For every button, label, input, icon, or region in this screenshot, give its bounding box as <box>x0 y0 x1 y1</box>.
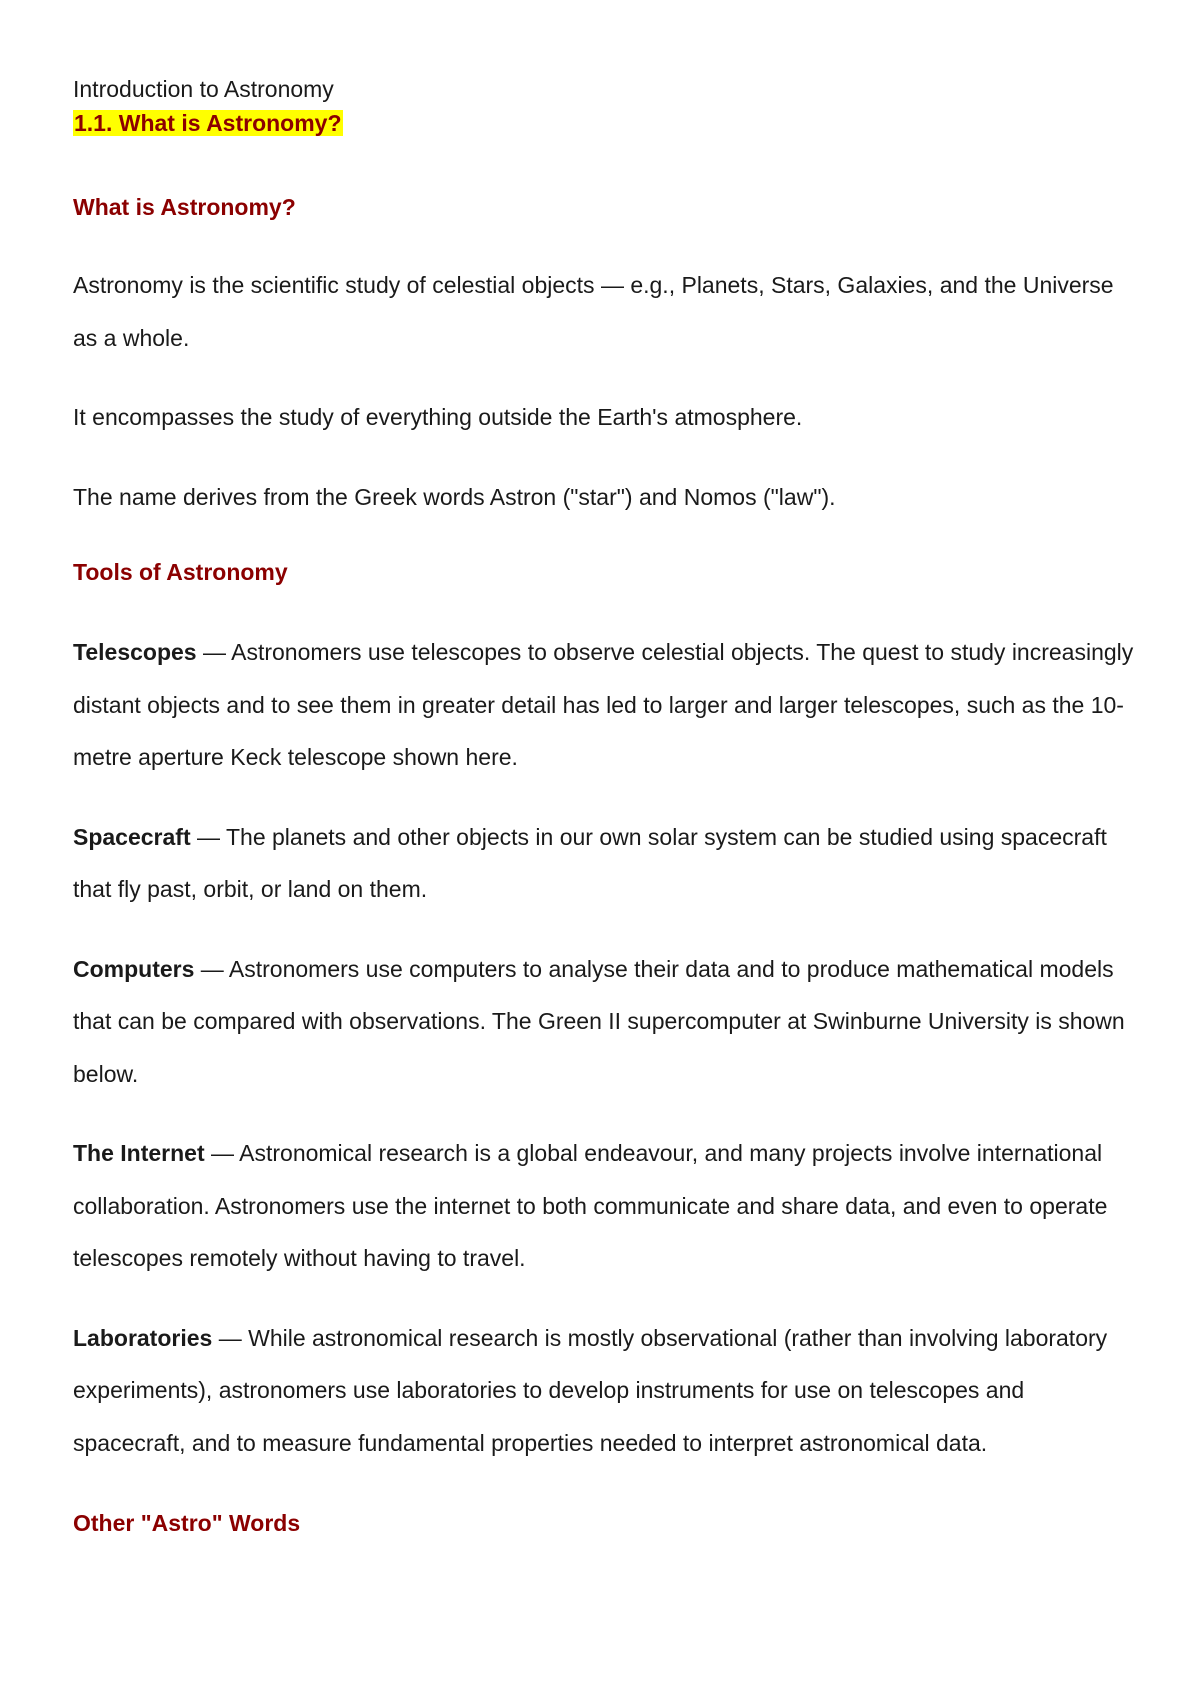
document-page <box>73 72 1143 1540</box>
tool-item-internet <box>73 1127 1143 1285</box>
document-title: Introduction to Astronomy <box>73 76 334 102</box>
paragraph-definition: Astronomy is the scientific study of celestial objects — e.g., Planets, Stars, Galaxies, and the Universe as a whole. <box>73 272 1114 351</box>
section-heading-tools: Tools of Astronomy <box>73 559 288 585</box>
tool-item-computers <box>73 943 1143 1101</box>
tool-term: The Internet <box>73 1140 205 1166</box>
tool-description: — Astronomers use computers to analyse their data and to produce mathematical models that can be compared with observations. The Green II supercomputer at Swinburne University is shown below. <box>73 955 1125 1087</box>
paragraph-etymology: The name derives from the Greek words Astron ("star") and Nomos ("law"). <box>73 483 836 510</box>
tool-item-laboratories <box>73 1312 1143 1470</box>
tool-term: Laboratories <box>73 1324 213 1351</box>
tool-item-spacecraft <box>73 811 1143 916</box>
subtitle-line <box>73 106 1143 144</box>
tool-term: Spacecraft <box>73 823 191 850</box>
tool-description: — Astronomical research is a global endeavour, and many projects involve international collaboration. Astronomers use the internet to both communicate and share data, and even to operate telescopes remotely without having to travel. <box>73 1140 1108 1271</box>
tool-term: Telescopes <box>73 639 197 665</box>
tool-item-telescopes <box>73 626 1143 784</box>
highlighted-subtitle: 1.1. What is Astronomy? <box>74 110 342 136</box>
tool-description: — Astronomers use telescopes to observe celestial objects. The quest to study increasingly distant objects and to see them in greater detail has led to larger and larger telescopes, such as the 10-metre aperture Keck telescope shown here. <box>73 639 1134 770</box>
tool-description: — While astronomical research is mostly observational (rather than involving laboratory experiments), astronomers use laboratories to develop instruments for use on telescopes and spacecraft, and to measure fundamental properties needed to interpret astronomical data. <box>73 1324 1108 1456</box>
tool-term: Computers <box>73 955 195 982</box>
paragraph-scope: It encompasses the study of everything outside the Earth's atmosphere. <box>73 404 803 430</box>
section-heading-other-astro-words: Other "Astro" Words <box>73 1510 301 1536</box>
tool-description: — The planets and other objects in our own solar system can be studied using spacecraft that fly past, orbit, or land on them. <box>73 823 1107 902</box>
section-heading-what-is-astronomy: What is Astronomy? <box>73 194 296 220</box>
